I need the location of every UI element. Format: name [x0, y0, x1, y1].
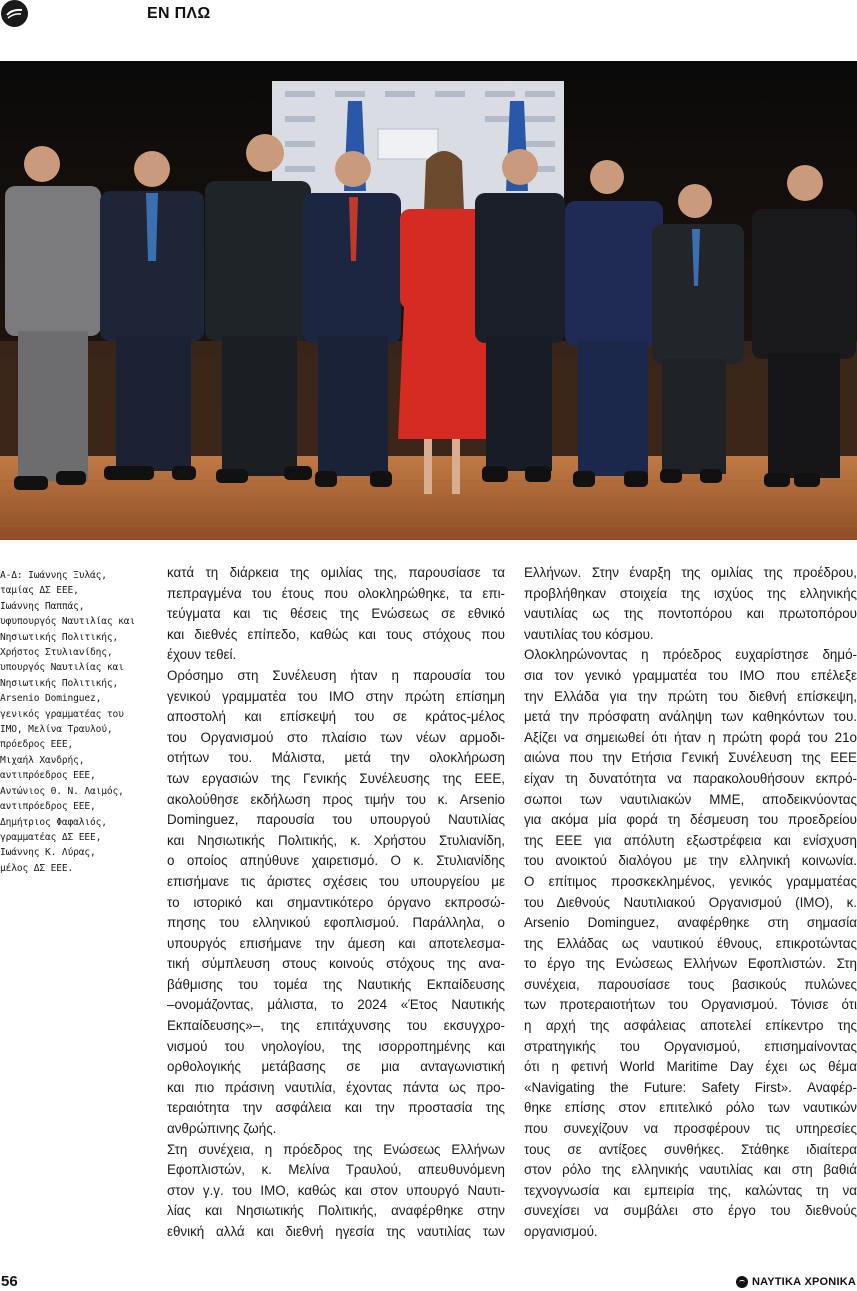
text-line: γενικού γραμματέα του IMO στην πρώτη επίσημη [167, 688, 505, 704]
text-line: υπουργός επισήμανε την άμεση και αποτελεσμα- [167, 935, 505, 951]
text-line: τεχνογνωσία και εμπειρία της, καλώντας τη να [524, 1182, 857, 1198]
text-line: μετά την πρόσφατη ανάληψη των καθηκόντων του. [524, 709, 857, 725]
text-line: λίας και Νησιωτικής Πολιτικής, αναφέρθηκε στην [167, 1203, 505, 1219]
text-line: Ολοκληρώνοντας η πρόεδρος ευχαρίστησε δημό- [524, 647, 857, 663]
text-line: είχαν τη δυνατότητα να παρακολουθήσουν εκπρό- [524, 770, 857, 786]
caption-line: αντιπρόεδρος ΕΕΕ, [0, 770, 96, 782]
text-line: Ο επίτιμος προσκεκλημένος, γενικός γραμματέας [524, 873, 857, 889]
article-column-2 [524, 563, 857, 1243]
text-line: σωποι των ναυτιλιακών ΜΜΕ, αποδεικνύοντας [524, 791, 857, 807]
text-line: το ιστορικό και σημαντικότερο όργανο εκπροσώ- [167, 894, 505, 910]
text-line: και Νησιωτικής Πολιτικής, κ. Χρήστου Στυλιανίδη, [167, 832, 505, 848]
caption-line: Arsenio Dominguez, [0, 693, 102, 705]
brand-footer [736, 1276, 856, 1288]
text-line: και διεθνές επίπεδο, καθώς και τους στόχους που [167, 626, 505, 642]
brand-logo-icon [736, 1276, 748, 1288]
text-line: ανθρώπινης ζωής. [167, 1121, 277, 1137]
text-line: προβλήθηκαν στοιχεία της ισχύος της ελληνικής [524, 585, 857, 601]
caption-line: Χρήστος Στυλιανίδης, [0, 647, 113, 659]
text-line: οτήτων του. Μάλιστα, μετά την ολοκλήρωση [167, 750, 505, 766]
text-line: της ΕΕΕ για απόλυτη εξωστρέφεια και ενίσχυση [524, 832, 857, 848]
text-line: Εφοπλιστών, κ. Μελίνα Τραυλού, απευθυνόμενη [167, 1162, 505, 1178]
caption-line: Ιωάννης Παππάς, [0, 600, 85, 612]
caption-line: γραμματέας ΔΣ ΕΕΕ, [0, 831, 102, 843]
text-line: την Ελλάδα για την πρώτη του διεθνή επίσκεψη, [524, 688, 857, 704]
text-line: που συνεχίζουν να προσφέρουν τις υπηρεσίες [524, 1121, 857, 1137]
text-line: ακολούθησε εκδήλωση προς τιμήν του κ. Arsenio [167, 791, 505, 807]
caption-line: υφυπουργός Ναυτιλίας και [0, 616, 136, 628]
text-line: «Navigating the Future: Safety First». Αναφέρ- [524, 1079, 857, 1095]
caption-line: πρόεδρος ΕΕΕ, [0, 739, 74, 751]
text-line: στον ρόλο της ελληνικής ναυτιλίας και στη βαθιά [524, 1162, 857, 1178]
text-line: συνέχεια, παρουσίασε τους βασικούς πυλώνες [524, 976, 857, 992]
text-line: τεύγματα και τις θέσεις της Ενώσεως σε εθνικό [167, 606, 505, 622]
text-line: θηκε επίσης στον επιτελικό ρόλο των ναυτικών [524, 1100, 857, 1116]
caption-line: Δημήτριος Φαφαλιός, [0, 816, 107, 828]
caption-line: Νησιωτικής Πολιτικής, [0, 631, 119, 643]
text-line: Arsenio Dominguez, αναφέρθηκε στη σημασία [524, 915, 857, 931]
text-line: συνεχίσει να συμβάλει στο έργο του διεθνούς [524, 1203, 857, 1219]
text-line: του Διεθνούς Ναυτιλιακού Οργανισμού (IMO), κ. [524, 894, 857, 910]
caption-line: Α-Δ: Ιωάννης Ξυλάς, [0, 570, 107, 581]
caption-line: IMO, Μελίνα Τραυλού, [0, 724, 113, 736]
text-line: κατά τη διάρκεια της ομιλίας της, παρουσίασε τα [167, 565, 505, 580]
text-line: το έργο της Ενώσεως Ελλήνων Εφοπλιστών. Στη [524, 956, 857, 972]
text-line: της Ελλάδας ως ναυτικού έθνους, επικροτώντας [524, 935, 857, 951]
caption-line: Ιωάννης Κ. Λύρας, [0, 847, 96, 859]
text-line: οργανισμού. [524, 1224, 598, 1239]
text-line: σια τον γενικό γραμματέα του IMO που επέλεξε [524, 667, 857, 683]
caption-line: μέλος ΔΣ ΕΕΕ. [0, 862, 74, 874]
text-line: του ανοικτού διαλόγου με την ελληνική κοινωνία. [524, 853, 857, 869]
text-line: πεπραγμένα του έτους που ολοκληρώθηκε, τα επι- [167, 585, 505, 601]
text-line: ναυτιλίας ως της ποντοπόρου και πρωτοπόρου [524, 606, 857, 622]
text-line: του Οργανισμού στο πλαίσιο των νέων αρμοδι- [167, 729, 505, 745]
caption-line: Νησιωτικής Πολιτικής, [0, 677, 119, 689]
text-line: ναυτιλίας του κόσμου. [524, 626, 654, 642]
text-line: νισμού του νηολογίου, της ισορροπημένης και [167, 1038, 505, 1054]
text-line: στον γ.γ. του IMO, καθώς και στον υπουργό Ναυτι- [167, 1182, 505, 1198]
article-column-1 [167, 563, 505, 1243]
brand-name: ΝΑΥΤΙΚΑ ΧΡΟΝΙΚΑ [751, 1276, 856, 1288]
text-line: Αξίζει να σημειωθεί ότι ήταν η πρώτη φορά του 21ο [524, 729, 857, 745]
person-silhouette [5, 146, 101, 490]
text-line: και πιο πράσινη ναυτιλία, έχοντας πάντα ως προ- [167, 1079, 505, 1095]
caption-line: γενικός γραμματέας του [0, 708, 124, 720]
text-line: βάθμισης του τομέα της Ναυτικής Εκπαίδευσης [167, 976, 505, 992]
text-line: Ορόσημο στη Συνέλευση ήταν η παρουσία του [167, 667, 505, 683]
text-line: τους σε αντίξοες συνθήκες. Στάθηκε ιδιαίτερα [524, 1141, 857, 1157]
section-title: ΕΝ ΠΛΩ [147, 5, 211, 22]
caption-line: Αντώνιος Θ. Ν. Λαιμός, [0, 785, 124, 797]
text-line: εθνική αλλά και διεθνή ηγεσία της ναυτιλίας των [167, 1224, 505, 1239]
text-line: για ακόμα μία φορά τη δέσμευση του προεδρείου [524, 812, 857, 828]
text-line: Εκπαίδευσης»–, της επιτάχυνσης του εκσυγχρο- [167, 1018, 505, 1034]
text-line: τεραιότητα την ασφάλεια και την προστασία της [167, 1100, 505, 1116]
text-line: αποστολή και επίσκεψή του σε κράτος-μέλος [167, 709, 505, 725]
text-line: Dominguez, παρουσία του υπουργού Ναυτιλίας [167, 812, 505, 828]
photo-caption [0, 568, 150, 876]
text-line: ο οποίος απηύθυνε χαιρετισμό. Ο κ. Στυλιανίδης [167, 853, 505, 869]
text-line: έχουν τεθεί. [167, 647, 237, 663]
page-number: 56 [1, 1273, 18, 1290]
text-line: επισήμανε τις άριστες σχέσεις του υπουργείου με [167, 873, 505, 889]
text-line: –ονομάζοντας, μάλιστα, το 2024 «Έτος Ναυτικής [167, 997, 505, 1013]
text-line: ότι η φετινή World Maritime Day έχει ως θέμα [524, 1059, 857, 1075]
caption-line: υπουργός Ναυτιλίας και [0, 662, 124, 674]
text-line: πησης του ελληνικού εφοπλισμού. Παράλληλα, ο [167, 915, 505, 931]
text-line: αιώνα που την Ετήσια Γενική Συνέλευση της ΕΕΕ [524, 750, 857, 766]
text-line: ορθολογικής μετάβασης σε μια ανταγωνιστική [167, 1059, 505, 1075]
text-line: η αρχή της ασφάλειας αποτελεί επίκεντρο της [524, 1018, 857, 1034]
magazine-logo-icon [1, 0, 28, 27]
text-line: των εργασιών της Γενικής Συνέλευσης της ΕΕΕ, [167, 770, 505, 786]
group-photo [0, 61, 857, 540]
text-line: Στη συνέχεια, η πρόεδρος της Ενώσεως Ελλήνων [167, 1141, 505, 1157]
text-line: Ελλήνων. Στην έναρξη της ομιλίας της προέδρου, [524, 565, 857, 580]
caption-line: Μιχαήλ Χανδρής, [0, 754, 85, 766]
caption-line: αντιπρόεδρος ΕΕΕ, [0, 801, 96, 813]
text-line: στρατηγικής του Οργανισμού, επισημαίνοντας [524, 1038, 857, 1054]
text-line: τική σύμπλευση στους κοινούς στόχους της ανα- [167, 956, 505, 972]
caption-line: ταμίας ΔΣ ΕΕΕ, [0, 585, 79, 597]
text-line: των προτεραιοτήτων του Οργανισμού. Τόνισε ότι [524, 997, 857, 1013]
